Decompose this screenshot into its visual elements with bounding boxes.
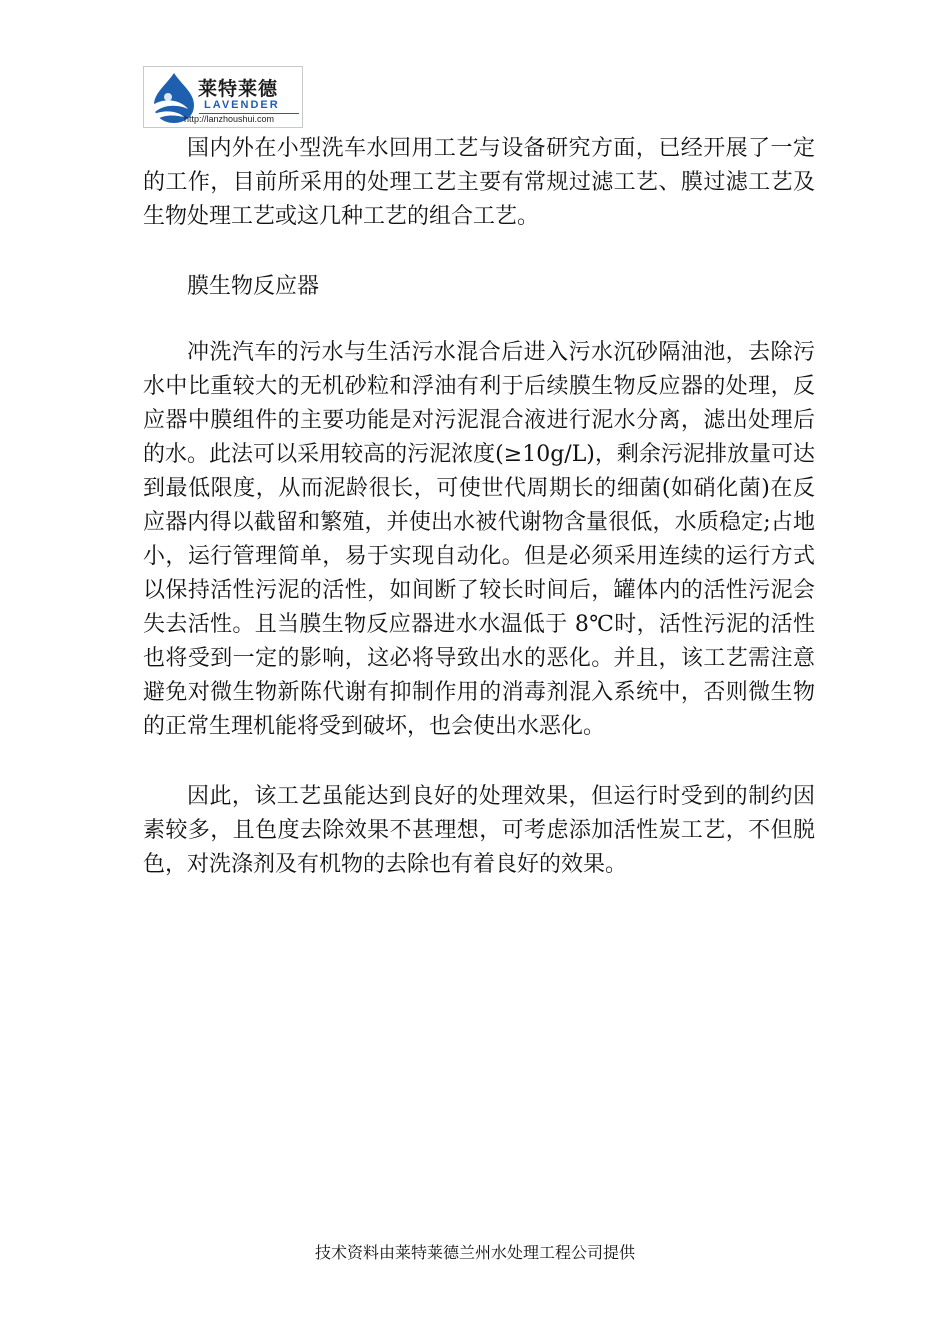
paragraph-intro: 国内外在小型洗车水回用工艺与设备研究方面，已经开展了一定的工作，目前所采用的处理工艺主要有常规过滤工艺、膜过滤工艺及生物处理工艺或这几种工艺的组合工艺。 <box>143 136 815 229</box>
logo-name-cn: 莱特莱德 <box>198 78 279 100</box>
paragraph-process: 冲洗汽车的污水与生活污水混合后进入污水沉砂隔油池，去除污水中比重较大的无机砂粒和浮油有利于后续膜生物反应器的处理，反应器中膜组件的主要功能是对污泥混合液进行泥水分离，滤出处理后的水。此法可以采用较高的污泥浓度(≥10g/L)，剩余污泥排放量可达到最低限度，从而泥龄很长，可使世代周期长的细菌(如硝化菌)在反应器内得以截留和繁殖，并使出水被代谢物含量很低，水质稳定;占地小，运行管理简单，易于实现自动化。但是必须采用连续的运行方式以保持活性污泥的活性，如间断了较长时间后，罐体内的活性污泥会失去活性。且当膜生物反应器进水水温低于 8℃时，活性污泥的活性也将受到一定的影响，这必将导致出水的恶化。并且，该工艺需注意避免对微生物新陈代谢有抑制作用的消毒剂混入系统中，否则微生物的正常生理机能将受到破坏，也会使出水恶化。 <box>143 340 815 739</box>
company-logo <box>143 66 303 128</box>
paragraph-conclusion: 因此，该工艺虽能达到良好的处理效果，但运行时受到的制约因素较多，且色度去除效果不甚理想，可考虑添加活性炭工艺，不但脱色，对洗涤剂及有机物的去除也有着良好的效果。 <box>143 784 815 877</box>
logo-name-en: LAVENDER <box>204 99 280 111</box>
document-body <box>143 132 815 918</box>
page-footer: 技术资料由莱特莱德兰州水处理工程公司提供 <box>314 1243 635 1262</box>
section-heading: 膜生物反应器 <box>187 274 320 299</box>
logo-url: http://lanzhoushui.com <box>184 114 275 124</box>
